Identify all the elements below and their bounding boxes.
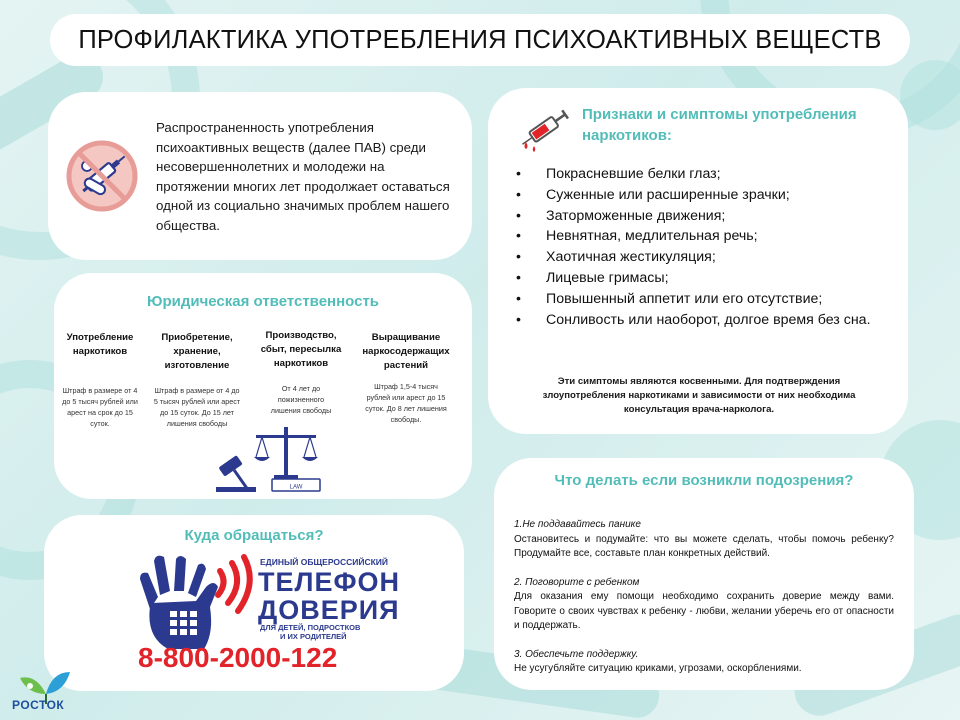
hotline-audience-parents: И ИХ РОДИТЕЛЕЙ	[280, 632, 347, 641]
legal-text: Штраф в размере от 4 до 5 тысяч рублей или арест до 15 суток. До 15 лет лишения свободы	[153, 386, 241, 428]
suspicion-body	[514, 518, 894, 677]
no-drugs-icon	[62, 136, 142, 216]
law-label: LAW	[289, 484, 303, 491]
symptoms-note: Эти симптомы являются косвенными. Для подтверждения злоупотребления наркотиками и зависимости от них необходима консультация врача-нарколога.	[542, 376, 856, 415]
intro-card	[48, 92, 472, 260]
intro-text: Распространенность употребления психоактивных веществ (далее ПАВ) среди несовершеннолетних и молодежи на протяжении многих лет продолжает оставаться одной из социально значимых проблем нашего общества.	[156, 120, 450, 233]
legal-title: Юридическая ответственность	[146, 293, 380, 310]
hotline-subtitle: ЕДИНЫЙ ОБЩЕРОССИЙСКИЙ	[260, 557, 389, 567]
legal-text: Штраф в размере от 4 до 5 тысяч рублей или арест на срок до 15 суток.	[62, 386, 138, 428]
legal-heading: Производство, сбыт, пересылка наркотиков	[260, 330, 342, 369]
page-title: ПРОФИЛАКТИКА УПОТРЕБЛЕНИЯ ПСИХОАКТИВНЫХ ВЕЩЕСТВ	[78, 25, 882, 54]
suspicion-title: Что делать если возникли подозрения?	[554, 472, 854, 489]
symptoms-title: Признаки и симптомы употребления наркотиков:	[582, 106, 857, 144]
hotline-number[interactable]: 8-800-2000-122	[138, 642, 338, 673]
legal-text: От 4 лет до пожизненного лишения свободы	[270, 384, 332, 415]
symptoms-card	[488, 88, 908, 434]
legal-column-possession	[148, 331, 246, 429]
logo-text: РОСТОК	[12, 698, 65, 712]
legal-column-use	[54, 331, 146, 429]
syringe-icon	[516, 104, 576, 154]
legal-heading: Употребление наркотиков	[66, 332, 134, 357]
legal-heading: Выращивание наркосодержащих растений	[362, 332, 450, 371]
list-item: • Заторможенные движения;	[512, 206, 892, 227]
legal-card	[54, 273, 472, 499]
list-item: • Невнятная, медлительная речь;	[512, 226, 892, 247]
hand-phone-icon	[132, 553, 256, 653]
legal-heading: Приобретение, хранение, изготовление	[161, 332, 233, 371]
list-item: • Лицевые гримасы;	[512, 268, 892, 289]
suspicion-card	[494, 458, 914, 690]
hotline-line-phone: ТЕЛЕФОН	[258, 567, 400, 597]
hotline-line-trust: ДОВЕРИЯ	[258, 595, 400, 625]
step-text: Остановитесь и подумайте: что вы можете сделать, чтобы помочь ребенку? Продумайте все, составьте план конкретных действий.	[514, 533, 894, 559]
legal-text: Штраф 1,5-4 тысяч рублей или арест до 15 суток. До 8 лет лишения свободы.	[365, 382, 447, 424]
legal-column-production	[254, 329, 348, 416]
step-title: 3. Обеспечьте поддержку.	[514, 648, 639, 660]
list-item: • Повышенный аппетит или его отсутствие;	[512, 289, 892, 310]
contact-card	[44, 515, 464, 691]
list-item: • Покрасневшие белки глаз;	[512, 164, 892, 185]
hotline-audience: ДЛЯ ДЕТЕЙ, ПОДРОСТКОВ	[260, 623, 361, 632]
step-title: 2. Поговорите с ребенком	[514, 576, 640, 588]
title-banner	[50, 14, 910, 66]
step-title: 1.Не поддавайтесь панике	[514, 519, 641, 530]
list-item: • Суженные или расширенные зрачки;	[512, 185, 892, 206]
list-item: • Хаотичная жестикуляция;	[512, 247, 892, 268]
step-text: Для оказания ему помощи необходимо сохранить доверие между вами. Говорите о своих чувствах к ребенку - любви, желании уберечь его от опасности и поддержать.	[514, 591, 894, 631]
list-item: • Сонливость или наоборот, долгое время без сна.	[512, 310, 892, 331]
step-text: Не усугубляйте ситуацию криками, угрозами, оскорблениями.	[514, 663, 802, 674]
legal-column-cultivation	[354, 331, 458, 425]
justice-scales-icon	[212, 421, 322, 495]
rostok-logo	[6, 664, 86, 720]
symptoms-list	[512, 164, 892, 330]
contact-title: Куда обращаться?	[184, 527, 324, 544]
